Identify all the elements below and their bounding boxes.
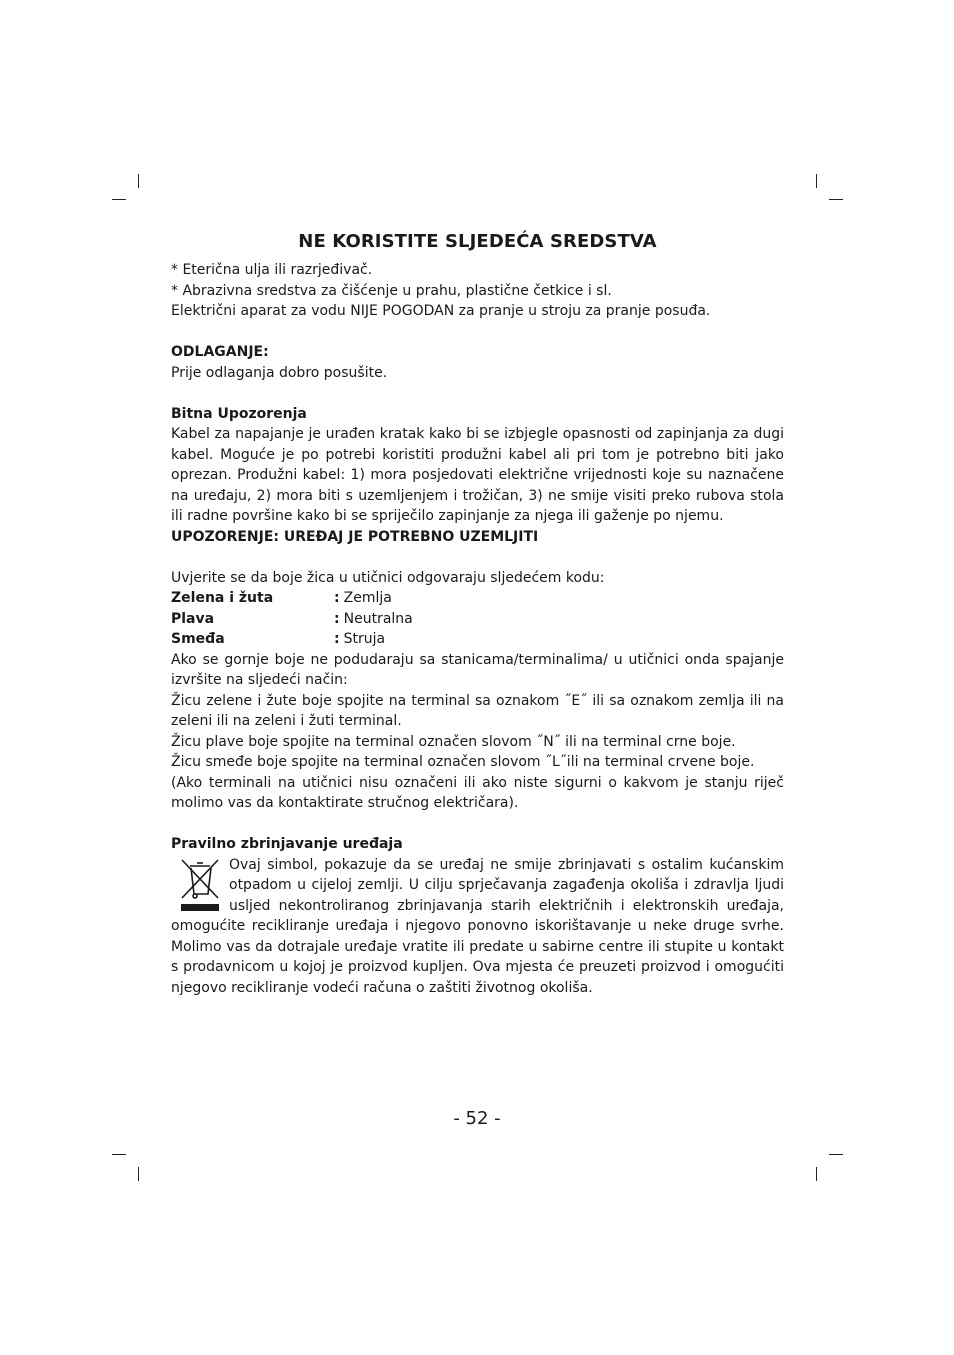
- wire-function: Struja: [343, 631, 386, 647]
- crop-mark: [829, 199, 843, 200]
- wire-color-label: Zelena i žuta: [171, 590, 274, 606]
- ground-warning: UPOZORENJE: UREĐAJ JE POTREBNO UZEMLJITI: [171, 528, 539, 545]
- disposal-section: [171, 855, 784, 999]
- intro-line: * Eterična ulja ili razrjeđivač.: [171, 262, 373, 278]
- storage-heading: ODLAGANJE:: [171, 344, 269, 360]
- wiring-paragraph: Žicu plave boje spojite na terminal označen slovom ˝N˝ ili na terminal crne boje.: [171, 733, 736, 750]
- wire-color-label: Smeđa: [171, 631, 225, 647]
- wire-color-label: Plava: [171, 610, 215, 627]
- page-number: - 52 -: [453, 1108, 501, 1129]
- page-content: [171, 230, 784, 998]
- crop-mark: [112, 199, 126, 200]
- disposal-text: Ovaj simbol, pokazuje da se uređaj ne smije zbrinjavati s ostalim kućanskim otpadom u cijeloj zemlji. U cilju sprječavanja zagađenja okoliša i zdravlja ljudi usljed nekontroliranog zbrinjavanja starih električnih i elektronskih uređaja, omogućite recikliranje uređaja i njegovo ponovno iskorištavanje u neke druge svrhe. Molimo vas da dotrajale uređaje vratite ili predate u sabirne centre ili stupite u kontakt s prodavnicom u kojoj je proizvod kupljen. Ova mjesta će preuzeti proizvod i omogućiti njegovo recikliranje vodeći računa o zaštiti životnog okoliša.: [171, 856, 784, 996]
- crossed-out-wheelie-bin-icon: [177, 855, 223, 913]
- crop-mark: [816, 174, 817, 188]
- wire-code-row: [171, 629, 784, 650]
- wire-colon: :: [334, 610, 340, 627]
- warnings-text: Kabel za napajanje je urađen kratak kako bi se izbjegle opasnosti od zapinjanja za dugi kabel. Moguće je po potrebi koristiti produžni kabel ali pri tom je potrebno biti jako oprezan. Produžni kabel: 1) mora posjedovati električne vrijednosti koje su naznačene na uređaju, 2) mora biti s uzemljenjem i trožičan, 3) ne smije visiti preko rubova stola ili radne površine kako bi se spriječilo zapinjanje za njega ili gaženje po njemu.: [171, 426, 784, 524]
- wiring-paragraph: Ako se gornje boje ne podudaraju sa stanicama/terminalima/ u utičnici onda spajanje izvršite na sljedeći način:: [171, 651, 784, 688]
- warnings-heading: Bitna Upozorenja: [171, 405, 307, 422]
- crop-mark: [138, 174, 139, 188]
- wire-function: Zemlja: [343, 590, 392, 606]
- wiring-paragraph: Žicu zelene i žute boje spojite na terminal sa oznakom ˝E˝ ili sa oznakom zemlja ili na zeleni ili na zeleni i žuti terminal.: [171, 692, 784, 729]
- crop-mark: [112, 1154, 126, 1155]
- wire-colon: :: [334, 590, 340, 606]
- wire-code-row: [171, 588, 784, 609]
- disposal-heading: Pravilno zbrinjavanje uređaja: [171, 836, 403, 852]
- crop-mark: [138, 1167, 139, 1181]
- intro-line: Električni aparat za vodu NIJE POGODAN za pranje u stroju za pranje posuđa.: [171, 303, 711, 319]
- wiring-intro: Uvjerite se da boje žica u utičnici odgovaraju sljedećem kodu:: [171, 569, 605, 586]
- crop-mark: [829, 1154, 843, 1155]
- page-title: NE KORISTITE SLJEDEĆA SREDSTVA: [298, 231, 657, 252]
- wire-colon: :: [334, 631, 340, 647]
- storage-text: Prije odlaganja dobro posušite.: [171, 364, 388, 381]
- wiring-paragraph: (Ako terminali na utičnici nisu označeni ili ako niste sigurni o kakvom je stanju riječ molimo vas da kontaktirate stručnog električara).: [171, 774, 784, 811]
- wire-code-row: [171, 609, 784, 630]
- crop-mark: [816, 1167, 817, 1181]
- wire-function: Neutralna: [343, 610, 413, 627]
- intro-line: * Abrazivna sredstva za čišćenje u prahu, plastične četkice i sl.: [171, 282, 612, 299]
- wiring-paragraph: Žicu smeđe boje spojite na terminal označen slovom ˝L˝ili na terminal crvene boje.: [171, 754, 755, 770]
